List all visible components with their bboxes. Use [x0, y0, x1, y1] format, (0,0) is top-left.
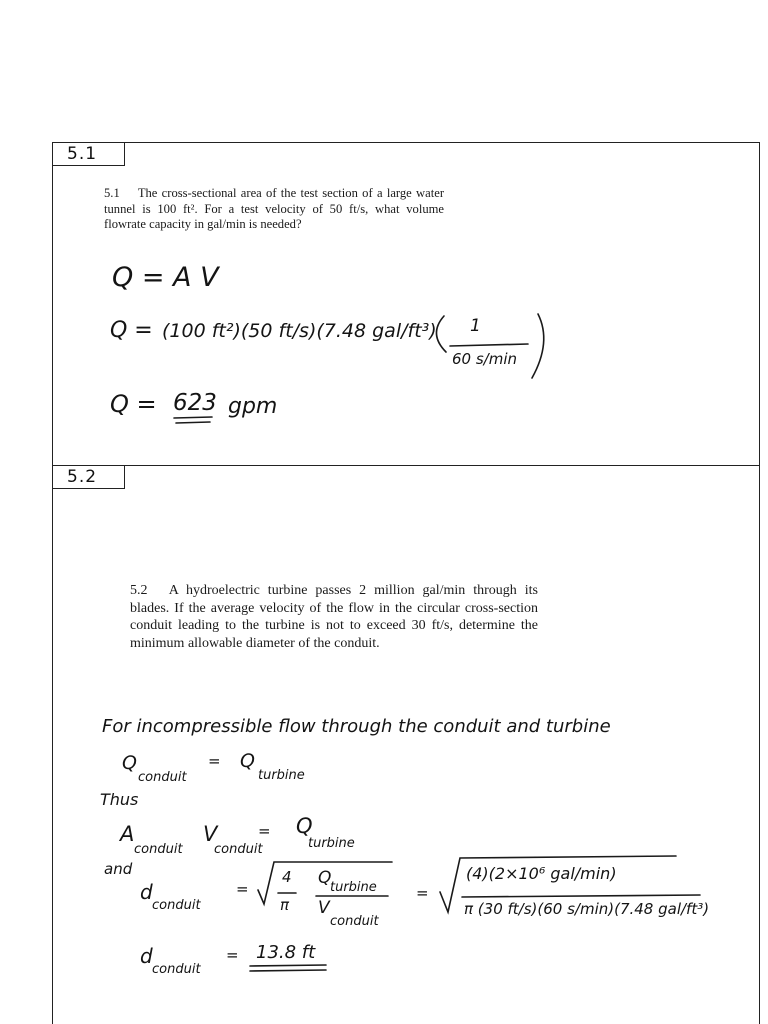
- line1-equals: =: [208, 752, 221, 770]
- problem-5-2-number: 5.2: [130, 583, 148, 598]
- d-conduit: d: [140, 880, 153, 904]
- root-denominator: π (30 ft/s)(60 s/min)(7.48 gal/ft³): [464, 900, 710, 918]
- solution-intro: For incompressible flow through the conduit and turbine: [102, 716, 611, 737]
- and-label: and: [104, 860, 133, 878]
- v-conduit-3: V: [318, 898, 330, 918]
- q-conduit: Q: [122, 752, 137, 774]
- tab-problem-5-1: 5.1: [52, 142, 125, 166]
- answer-value: 623: [173, 390, 217, 416]
- q-turbine-2-sub: turbine: [308, 836, 355, 851]
- line4-equals: =: [226, 946, 239, 964]
- a-conduit-sub: conduit: [134, 842, 183, 857]
- answer-q-lhs: Q =: [110, 390, 157, 418]
- v-conduit-3-sub: conduit: [330, 914, 379, 929]
- line3-equals: =: [236, 880, 249, 898]
- tab-problem-5-2: 5.2: [52, 465, 125, 489]
- q-turbine-sub: turbine: [258, 768, 305, 783]
- section-divider: [52, 465, 760, 466]
- problem-5-2-statement: [130, 582, 538, 652]
- line2-equals: =: [258, 822, 271, 840]
- d-conduit-result: d: [140, 944, 153, 968]
- a-conduit: A: [120, 822, 135, 846]
- pi-denominator: π: [280, 896, 290, 914]
- equation-q-lhs: Q =: [110, 318, 153, 343]
- q-turbine-3: Q: [318, 868, 332, 888]
- q-turbine-3-sub: turbine: [330, 880, 377, 895]
- result-diameter: 13.8 ft: [256, 942, 316, 963]
- problem-5-1-number: 5.1: [104, 186, 120, 200]
- problem-5-1-statement: [104, 186, 444, 233]
- line3-equals-2: =: [416, 884, 429, 902]
- q-turbine-2: Q: [296, 814, 313, 838]
- v-conduit: V: [203, 822, 218, 846]
- problem-5-1-text: The cross-sectional area of the test section of a large water tunnel is 100 ft². For a test velocity of 50 ft/s, what volume flowrate capacity in gal/min is needed?: [104, 186, 445, 231]
- v-conduit-sub: conduit: [214, 842, 263, 857]
- d-conduit-result-sub: conduit: [152, 962, 201, 977]
- d-conduit-sub: conduit: [152, 898, 201, 913]
- thus-label: Thus: [100, 790, 139, 809]
- root-numerator: (4)(2×10⁶ gal/min): [466, 864, 617, 883]
- equation-q-equals-av: Q = A V: [112, 262, 219, 293]
- four-numerator: 4: [282, 868, 292, 886]
- answer-unit: gpm: [228, 394, 278, 419]
- fraction-denominator: 60 s/min: [452, 350, 518, 368]
- fraction-numerator: 1: [470, 316, 481, 336]
- q-conduit-sub: conduit: [138, 770, 187, 785]
- equation-q-terms: (100 ft²)(50 ft/s)(7.48 gal/ft³): [162, 320, 437, 342]
- problem-5-2-text: A hydroelectric turbine passes 2 million gal/min through its blades. If the average velocity of the flow in the circular cross-section conduit leading to the turbine is not to exceed 30 ft/s, determine the minimum allowable diameter of the conduit.: [130, 583, 538, 651]
- q-turbine: Q: [240, 750, 255, 772]
